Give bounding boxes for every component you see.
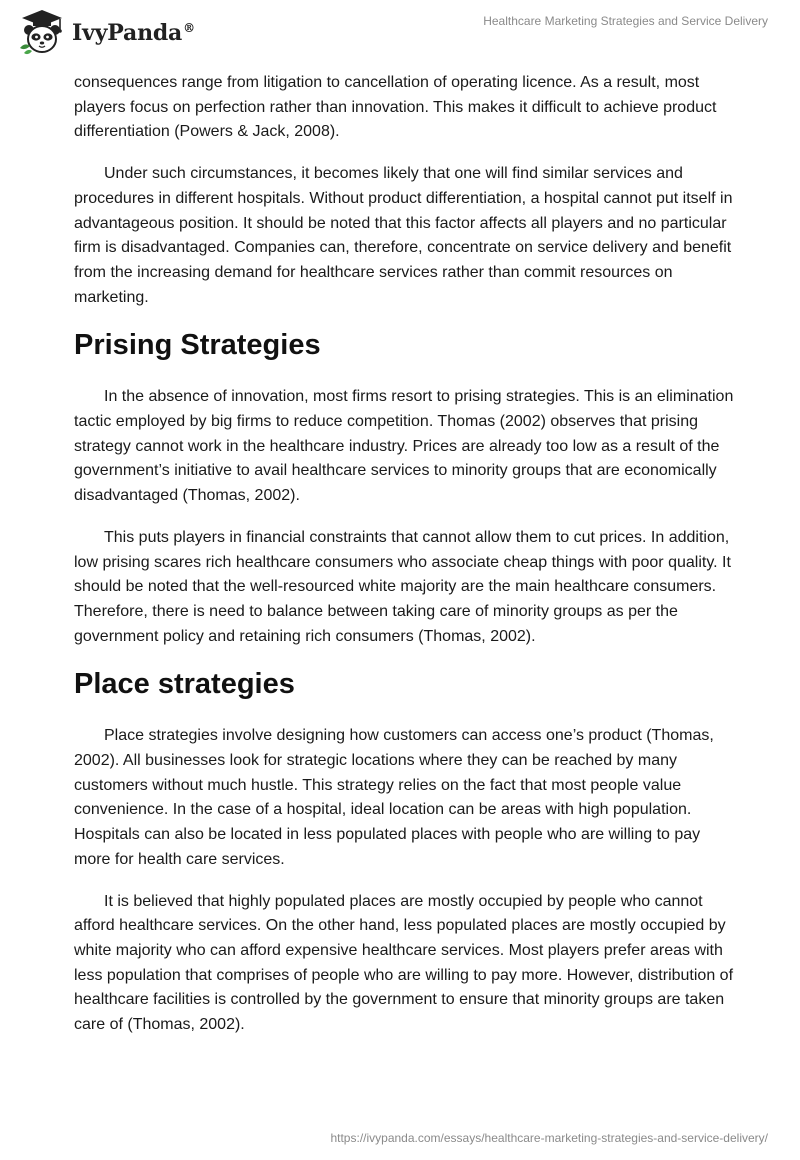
ivypanda-logo[interactable] bbox=[16, 8, 195, 56]
paragraph: Under such circumstances, it becomes likely that one will find similar services and procedures in different hospitals. Without product differentiation, a hospital cannot put itself in advantageous position. It should be noted that this factor affects all players and no particular firm is disadvantaged. Companies can, therefore, concentrate on service delivery and benefit from the increasing demand for healthcare services rather than commit resources on marketing. bbox=[74, 165, 733, 306]
paragraph: In the absence of innovation, most firms resort to prising strategies. This is an elimination tactic employed by big firms to reduce competition. Thomas (2002) observes that prising strategy cannot work in the healthcare industry. Prices are already too low as a result of the government’s initiative to avail healthcare services to minority groups that are economically disadvantaged (Thomas, 2002). bbox=[74, 388, 734, 505]
paragraph: It is believed that highly populated places are mostly occupied by people who cannot afford healthcare services. On the other hand, less populated places are mostly occupied by white majority who can afford expensive healthcare services. Most players prefer areas with less population that comprises of people who are willing to pay more. However, distribution of healthcare facilities is controlled by the government to ensure that minority groups are taken care of (Thomas, 2002). bbox=[74, 892, 734, 1034]
registered-mark: ® bbox=[183, 20, 195, 35]
paragraph: consequences range from litigation to cancellation of operating licence. As a result, most players focus on perfection rather than innovation. This makes it difficult to achieve product differentiation (Powers & Jack, 2008). bbox=[74, 74, 717, 141]
paragraph: This puts players in financial constraints that cannot allow them to cut prices. In addition, low prising scares rich healthcare consumers who associate cheap things with poor quality. It should be noted that the well-resourced white majority are the main healthcare consumers. Therefore, there is need to balance between taking care of minority groups as per the government policy and retaining rich consumers (Thomas, 2002). bbox=[74, 528, 731, 645]
page-header bbox=[0, 0, 800, 62]
brand-name: IvyPanda® bbox=[72, 20, 195, 46]
source-url-link[interactable]: https://ivypanda.com/essays/healthcare-marketing-strategies-and-service-delivery/ bbox=[330, 1131, 768, 1145]
essay-body bbox=[74, 71, 734, 1055]
section-heading-place-strategies: Place strategies bbox=[74, 668, 295, 701]
document-title: Healthcare Marketing Strategies and Service Delivery bbox=[483, 14, 768, 28]
panda-graduate-icon bbox=[16, 8, 68, 56]
section-heading-prising-strategies: Prising Strategies bbox=[74, 329, 321, 362]
paragraph: Place strategies involve designing how customers can access one’s product (Thomas, 2002). All businesses look for strategic locations where they can be reached by many customers without much hustle. This strategy relies on the fact that most people value convenience. In the case of a hospital, ideal location can be areas with high population. Hospitals can also be located in less populated places with people who are willing to pay more for health care services. bbox=[74, 727, 714, 868]
